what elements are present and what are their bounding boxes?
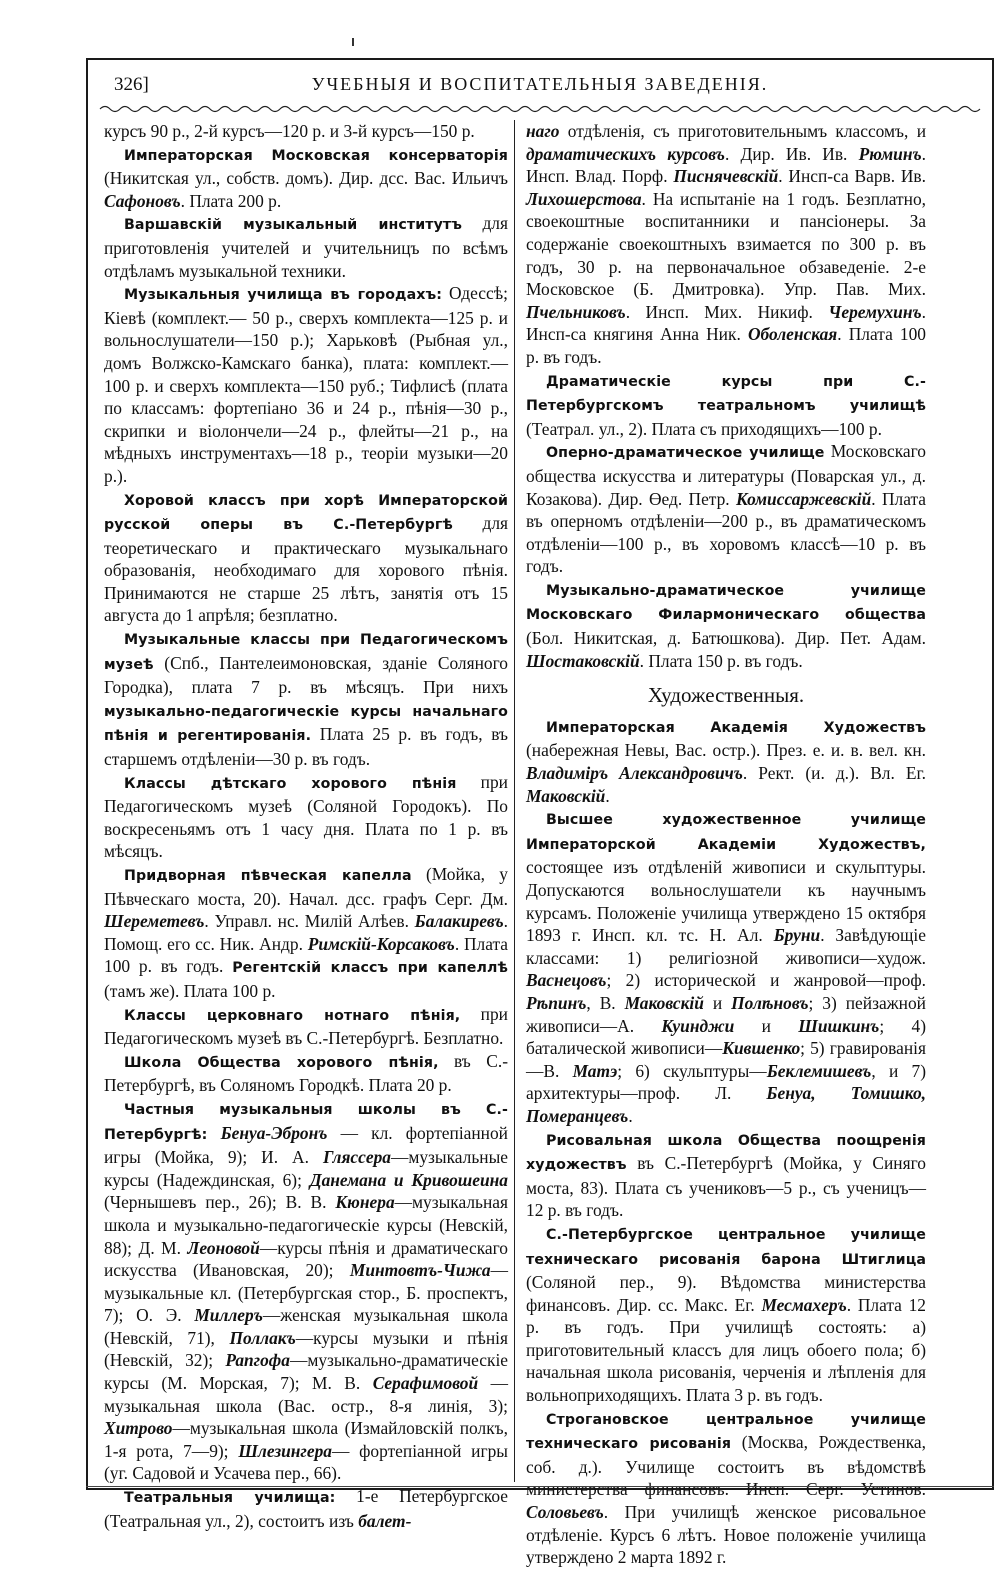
running-title: УЧЕБНЫЯ И ВОСПИТАТЕЛЬНЫЯ ЗАВЕДЕНІЯ.: [311, 74, 769, 94]
entry-theatre-schools: Театральныя училища: 1-е Петербургское (Театральная ул., 2), состоитъ изъ балет-: [104, 1486, 508, 1531]
bottom-rule: [86, 1486, 994, 1487]
entry-academy-of-arts: Императорская Академія Художествъ (набережная Невы, Вас. остр.). През. е. и. в. вел. кн. Владиміръ Александровичъ. Рект. (и. д.). Вл. Ег. Маковскій.: [526, 719, 926, 806]
column-rule: [514, 120, 515, 1482]
entry-pedagogical-museum: Музыкальные классы при Педагогическомъ музеѣ (Спб., Пантелеимоновская, зданіе Соляного Городка), плата 7 р. въ мѣсяцъ. При нихъ музыкально-педагогическіе курсы начальнаго пѣнія и регентированія. Плата 25 р. въ годъ, въ старшемъ отдѣленіи—30 р. въ годъ.: [104, 632, 508, 770]
entry-moscow-conservatory: Императорская Московская консерваторія (Никитская ул., собств. домъ). Дир. дсс. Вас. Ильичъ Сафоновъ. Плата 200 р.: [104, 147, 508, 211]
page-number: 326]: [114, 74, 149, 95]
entry-childrens-choir: Классы дѣтскаго хорового пѣнія при Педагогическомъ музеѣ (Соляной Городокъ). По воскресеньямъ отъ 1 часу дня. Плата по 1 р. въ мѣсяцъ.: [104, 771, 508, 862]
entry-higher-art-school: Высшее художественное училище Императорской Академіи Художествъ, состоящее изъ отдѣленій живописи и скульптуры. Допускаются вольнослушатели къ научнымъ курсамъ. Положеніе училища утверждено 15 октября 1893 г. Инсп. кл. тс. Н. Ал. Бруни. Завѣдующіе классами: 1) религіозной живописи—худож. Васнецовъ; 2) исторической и жанровой—проф. Рѣпинъ, В. Маковскій и Полѣновъ; 3) пейзажной живописи—А. Куинджи и Шишкинъ; 4) баталической живописи—Кившенко; 5) гравированія—В. Матэ; 6) скульптуры—Беклемишевъ, и 7) архитектуры—проф. Л. Бенуа, Томишко, Померанцевъ.: [526, 812, 926, 1126]
entry-city-schools: Музыкальныя училища въ городахъ: Одессѣ; Кіевѣ (комплект.— 50 р., сверхъ комплекта—125 р. и вольнослушатели—150 р.); Харьковѣ (Рыбная ул., домъ Волжско-Камскаго банка), плата: комплект.—100 р. и сверхъ комплекта—150 руб.; Тифлисѣ (плата по классамъ: фортепіано 36 и 24 р., пѣнія—30 р., скрипки и віолончели—24 р., флейты—21 р., на мѣдныхъ инструментахъ—18 р., теоріи музыки—20 р.).: [104, 283, 508, 486]
entry-choir-class: Хоровой классъ при хорѣ Императорской русской оперы въ С.-Петербургѣ для теоретическаго и практическаго музыкальнаго образованія, необходимаго для хорового пѣнія. Принимаются не старше 25 лѣтъ, занятія отъ 15 августа до 1 апрѣля; безплатно.: [104, 492, 508, 626]
paragraph: курсъ 90 р., 2-й курсъ—120 р. и 3-й курсъ—150 р.: [104, 121, 475, 141]
entry-court-chapel: Придворная пѣвческая капелла (Мойка, у Пѣвческаго моста, 20). Начал. дсс. графъ Серг. Дм. Шереметевъ. Управл. нс. Милій Алѣев. Балакиревъ. Помощ. его сс. Ник. Андр. Римскій-Корсаковъ. Плата 100 р. въ годъ. Регентскій классъ при капеллѣ (тамъ же). Плата 100 р.: [104, 864, 509, 1001]
entry-stroganov-school: Строгановское центральное училище техническаго рисованія (Москва, Рождественка, соб. д.). Училище состоитъ въ вѣдомствѣ министерства финансовъ. Инсп. Серг. Устинов. Соловьевъ. При училищѣ женское рисовальное отдѣленіе. Курсъ 6 лѣтъ. Новое положеніе училища утверждено 2 марта 1892 г.: [526, 1411, 926, 1568]
entry-private-schools: Частныя музыкальныя школы въ С.-Петербургѣ: Бенуа-Эбронъ — кл. фортепіанной игры (Мойка, 9); И. А. Глясcера—музыкальные курсы (Надеждинская, 6); Данемана и Кривошеина (Чернышевъ пер., 26); В. В. Кюнера—музыкальная школа и музыкально-педагогическіе курсы (Невскій, 88); Д. М. Леоновой—курсы пѣнія и драматическаго искусства (Ивановская, 20); Минтовтъ-Чижа—музыкальные кл. (Петербургская стор., Б. проспектъ, 7); О. Э. Миллеръ—женская музыкальная школа (Невскій, 71), Поллакъ—курсы музыки и пѣнія (Невскій, 32); Рапгофа—музыкально-драматическіе курсы (М. Морская, 7); М. В. Серафимовой — музыкальная школа (Вас. остр., 8-я линія, 3); Хитрово—музыкальная школа (Измайловскій полкъ, 1-я рота, 7—9); Шлезингера— фортепіанной игры (уг. Садовой и Усачева пер., 66).: [104, 1101, 508, 1484]
entry-opera-drama-school: Оперно-драматическое училище Московскаго общества искусства и литературы (Поварская ул., д. Козакова). Дир. Өед. Петр. Комиссаржевскій. Плата въ оперномъ отдѣленіи—200 р., въ драматическомъ отдѣленіи—100 р., въ хоровомъ классѣ—10 р. въ годъ.: [526, 441, 926, 577]
wavy-rule: [100, 104, 980, 114]
entry-stieglitz-school: С.-Петербургское центральное училище техническаго рисованія барона Штиглица (Соляной пер., 9). Вѣдомства министерства финансовъ. Дир. сс. Макс. Ег. Месмахеръ. Плата 12 р. въ годъ. При училищѣ состоять: а) приготовительный классъ для лицъ обоего пола; б) начальная школа рисованія, черченія и лѣпленія для вольноприходящихъ. Плата 3 р. въ годъ.: [526, 1226, 926, 1406]
left-column: [104, 120, 509, 1531]
entry-choral-society: Школа Общества хорового пѣнія, въ С.-Петербургѣ, въ Соляномъ Городкѣ. Плата 20 р.: [104, 1050, 508, 1096]
page-header: [100, 74, 980, 104]
printer-mark: [352, 38, 354, 46]
entry-drama-courses: Драматическіе курсы при С.-Петербургскомъ театральномъ училищѣ (Театрал. ул., 2). Плата съ приходящихъ—100 р.: [526, 373, 926, 439]
section-heading: Художественныя.: [647, 683, 805, 708]
entry-drawing-school: Рисовальная школа Общества поощренія художествъ въ С.-Петербургѣ (Мойка, у Синяго моста, 83). Плата съ учениковъ—5 р., съ ученицъ—12 р. въ годъ.: [526, 1132, 926, 1221]
entry-philharmonic-school: Музыкально-драматическое училище Московскаго Филармоническаго общества (Бол. Никитская, д. Батюшкова). Дир. Пет. Адам. Шостаковскій. Плата 150 р. въ годъ.: [526, 582, 926, 671]
entry-church-singing: Классы церковнаго нотнаго пѣнія, при Педагогическомъ музеѣ въ С.-Петербургѣ. Безплатно.: [104, 1003, 508, 1049]
entry-warsaw-institute: Варшавскій музыкальный институтъ для приготовленія учителей и учительницъ по всѣмъ отдѣламъ музыкальной техники.: [104, 213, 508, 281]
right-column: [526, 120, 927, 1568]
entry-theatre-continued: наго отдѣленія, съ приготовительнымъ классомъ, и драматическихъ курсовъ. Дир. Ив. Ив. Рюминъ. Инсп. Влад. Порф. Писнячевскій. Инсп-са Варв. Ив. Лихошерстова. На испытаніе на 1 годъ. Безплатно, своекоштные воспитанники и пансіонеры. За содержаніе своекоштныхъ взимается по 300 р. въ годъ, 30 р. на первоначальное обзаведеніе. 2-е Московское (Б. Дмитровка). Упр. Пав. Мих. Пчельниковъ. Инсп. Мих. Никиф. Черемухинъ. Инсп-са княгиня Анна Ник. Оболенская. Плата 100 р. въ годъ.: [526, 121, 927, 367]
